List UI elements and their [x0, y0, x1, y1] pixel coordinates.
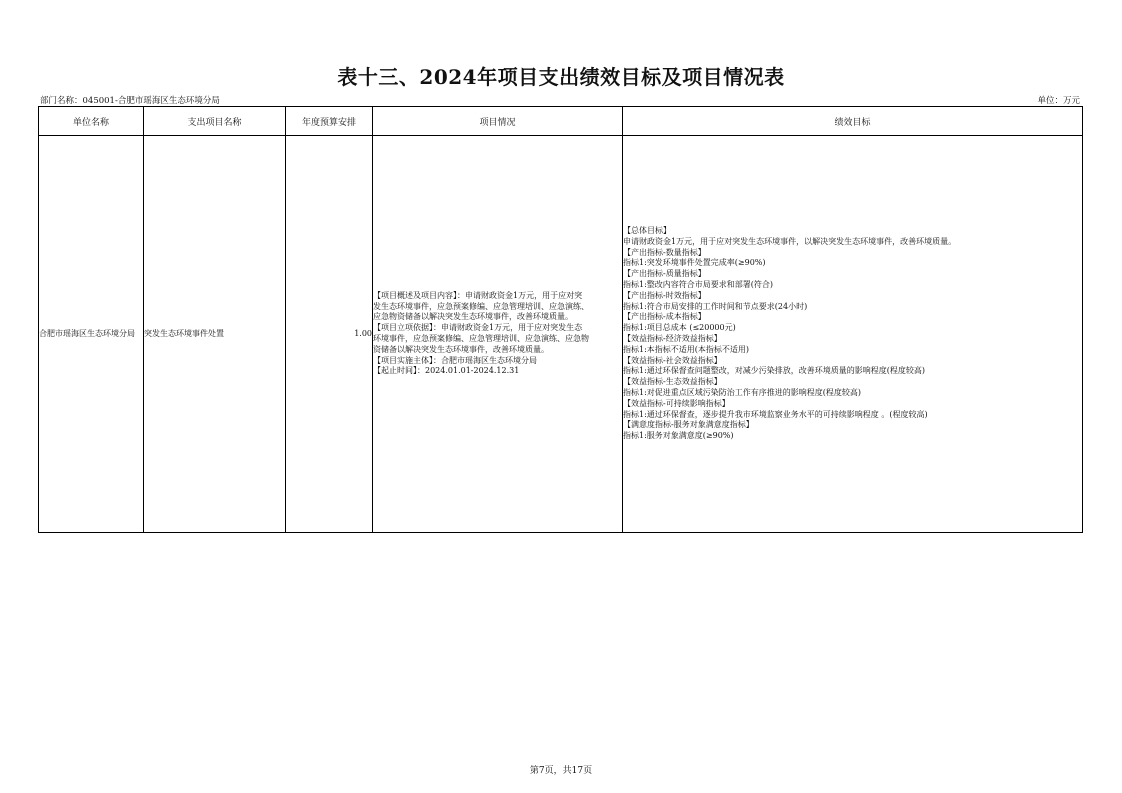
column-header-project-name: 支出项目名称: [144, 107, 286, 136]
project-info-line: 【项目立项依据】：申请财政资金1万元，用于应对突发生态: [373, 323, 583, 333]
performance-goal-line: 指标1:符合市局安排的工作时间和节点要求(24小时): [623, 301, 808, 311]
page-title: 表十三、2024年项目支出绩效目标及项目情况表: [337, 65, 785, 89]
project-info-line: 【项目实施主体】：合肥市瑶海区生态环境分局: [373, 355, 537, 365]
performance-goal-line: 指标1:对促进重点区域污染防治工作有序推进的影响程度(程度较高): [623, 387, 862, 397]
performance-goal-line: 【总体目标】: [623, 226, 671, 236]
column-header-budget: 年度预算安排: [286, 107, 373, 136]
project-info-line: 应急物资储备以解决突发生态环境事件，改善环境质量。: [373, 312, 573, 322]
column-header-project-info: 项目情况: [373, 107, 623, 136]
performance-goal-line: 【产出指标-时效指标】: [623, 290, 706, 300]
performance-goal-line: 申请财政资金1万元，用于应对突发生态环境事件，以解决突发生态环境事件，改善环境质量。: [623, 236, 957, 246]
cell-performance-goals: [623, 136, 1083, 533]
performance-goal-line: 【效益指标-生态效益指标】: [623, 377, 722, 387]
cell-budget: 1.00: [286, 136, 373, 533]
performance-goal-line: 【效益指标-可持续影响指标】: [623, 398, 730, 408]
performance-goal-line: 指标1:本指标不适用(本指标不适用): [623, 344, 750, 354]
performance-goal-line: 指标1:整改内容符合市局要求和部署(符合): [623, 280, 774, 290]
table-row: [39, 136, 1083, 533]
project-info-line: 【项目概述及项目内容】：申请财政资金1万元，用于应对突: [373, 290, 583, 300]
performance-goal-line: 【产出指标-质量指标】: [623, 269, 706, 279]
table-header-row: [39, 107, 1083, 136]
project-info-line: 发生态环境事件，应急预案修编、应急管理培训、应急演练、: [373, 301, 589, 311]
performance-goal-line: 【效益指标-社会效益指标】: [623, 355, 722, 365]
page-footer: 第7页，共17页: [529, 766, 593, 776]
performance-goal-line: 【满意度指标-服务对象满意度指标】: [623, 420, 754, 430]
performance-goal-line: 指标1:突发环境事件处置完成率(≥90%): [623, 258, 766, 268]
performance-goal-line: 【效益指标-经济效益指标】: [623, 334, 722, 343]
project-performance-table: [38, 106, 1083, 533]
performance-goal-line: 指标1:通过环保督查问题整改，对减少污染排放，改善环境质量的影响程度(程度较高): [623, 366, 926, 376]
department-label: 部门名称：045001-合肥市瑶海区生态环境分局: [40, 96, 220, 106]
performance-goal-line: 指标1:服务对象满意度(≥90%): [623, 431, 734, 441]
project-info-line: 环境事件，应急预案修编、应急管理培训、应急演练、应急物: [373, 334, 589, 343]
performance-goal-line: 【产出指标-数量指标】: [623, 247, 706, 257]
performance-goal-line: 指标1:项目总成本 (≤20000元): [623, 323, 736, 333]
column-header-unit-name: 单位名称: [39, 107, 144, 136]
project-info-line: 资储备以解决突发生态环境事件，改善环境质量。: [373, 344, 549, 354]
unit-label: 单位：万元: [1037, 96, 1080, 106]
cell-unit-name: 合肥市瑶海区生态环境分局: [39, 136, 144, 533]
performance-goal-line: 指标1:通过环保督查，逐步提升我市环境监察业务水平的可持续影响程度 。(程度较高): [623, 409, 928, 419]
project-info-line: 【起止时间】：2024.01.01-2024.12.31: [373, 366, 520, 376]
performance-goal-line: 【产出指标-成本指标】: [623, 312, 706, 322]
column-header-performance-goals: 绩效目标: [623, 107, 1083, 136]
cell-project-name: 突发生态环境事件处置: [144, 136, 286, 533]
cell-project-info: [373, 136, 623, 533]
